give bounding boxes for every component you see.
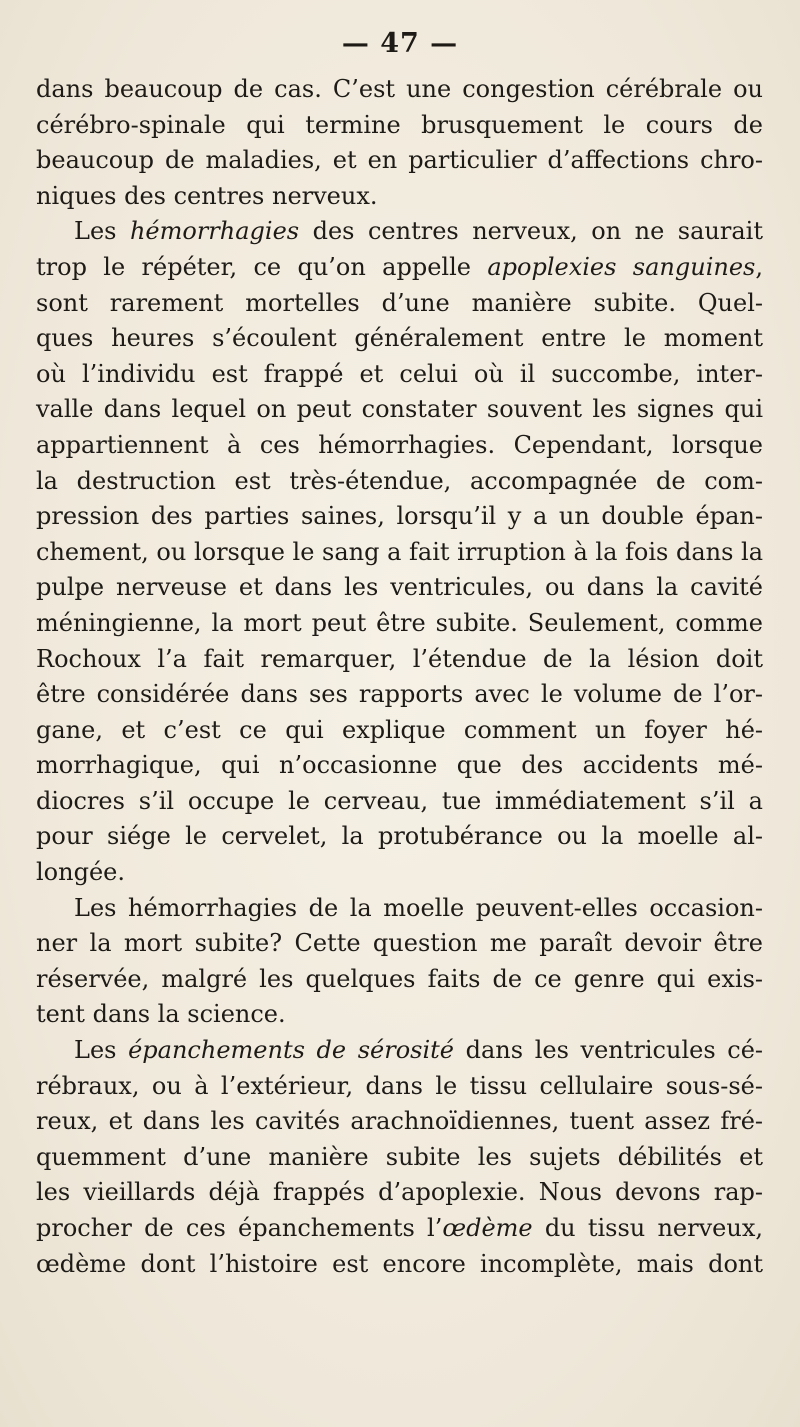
text-line <box>36 286 763 322</box>
text-line <box>36 321 763 357</box>
text-run: Rochoux l’a fait remarquer, l’étendue de la lésion doit <box>36 644 763 673</box>
text-run: être considérée dans ses rapports avec le volume de l’or- <box>36 680 763 709</box>
text-line <box>36 1175 763 1211</box>
text-run: dans beaucoup de cas. C’est une congestion cérébrale ou <box>36 75 763 103</box>
text-line <box>36 606 763 642</box>
text-run: , <box>755 252 763 281</box>
text-run: beaucoup de maladies, et en particulier d’affections chro- <box>36 146 763 175</box>
text-run: trop le répéter, ce qu’on appelle <box>36 252 488 281</box>
text-line <box>36 1069 763 1105</box>
text-run: niques des centres nerveux. <box>36 181 378 210</box>
text-line <box>36 784 763 820</box>
text-run: Les hémorrhagies de la moelle peuvent-elles occasion- <box>74 893 763 922</box>
text-line <box>36 214 763 250</box>
paragraph <box>36 891 763 1033</box>
text-line <box>36 179 763 215</box>
text-run: quemment d’une manière subite les sujets débilités et <box>36 1142 763 1171</box>
text-line <box>36 926 763 962</box>
text-line <box>36 392 763 428</box>
text-line <box>36 748 763 784</box>
text-line <box>36 143 763 179</box>
text-run: chement, ou lorsque le sang a fait irruption à la fois dans la <box>36 537 764 566</box>
paragraph <box>36 72 763 214</box>
italic-term: apoplexies sanguines <box>487 252 756 281</box>
text-line <box>36 713 763 749</box>
text-line <box>36 891 763 927</box>
text-run: les vieillards déjà frappés d’apoplexie. Nous devons rap- <box>36 1178 763 1207</box>
text-line <box>36 72 763 108</box>
text-line <box>36 428 763 464</box>
text-line <box>36 250 763 286</box>
text-line <box>36 677 763 713</box>
body-text <box>36 72 763 1282</box>
text-run: reux, et dans les cavités arachnoïdiennes, tuent assez fré- <box>36 1107 763 1136</box>
paragraph <box>36 214 763 890</box>
italic-term: hémorrhagies <box>129 217 300 246</box>
italic-term: œdème <box>442 1214 533 1242</box>
text-run: rébraux, ou à l’extérieur, dans le tissu cellulaire sous-sé- <box>36 1071 763 1100</box>
text-run: Les <box>74 217 130 246</box>
text-run: œdème dont l’histoire est encore incomplète, mais dont <box>36 1249 763 1278</box>
text-run: du tissu nerveux, <box>532 1214 763 1242</box>
text-run: cérébro-spinale qui termine brusquement le cours de <box>36 110 763 139</box>
text-line <box>36 1104 763 1140</box>
text-run: Les <box>74 1036 129 1065</box>
text-line <box>36 570 763 606</box>
text-run: la destruction est très-étendue, accompagnée de com- <box>36 466 763 495</box>
text-line <box>36 962 763 998</box>
text-run: gane, et c’est ce qui explique comment un foyer hé- <box>36 715 763 744</box>
text-run: appartiennent à ces hémorrhagies. Cependant, lorsque <box>36 430 763 459</box>
text-line <box>36 1033 763 1069</box>
page-number: — 47 — <box>341 28 459 59</box>
text-line <box>36 1140 763 1176</box>
text-run: procher de ces épanchements l’ <box>36 1214 443 1242</box>
text-run: valle dans lequel on peut constater souvent les signes qui <box>36 395 763 424</box>
text-line <box>36 464 763 500</box>
text-run: pour siége le cervelet, la protubérance ou la moelle al- <box>36 822 763 851</box>
text-run: réservée, malgré les quelques faits de ce genre qui exis- <box>36 964 763 993</box>
text-run: où l’individu est frappé et celui où il succombe, inter- <box>36 359 763 388</box>
text-run: pression des parties saines, lorsqu’il y a un double épan- <box>36 502 763 531</box>
text-line <box>36 108 763 144</box>
text-run: tent dans la science. <box>36 1000 286 1029</box>
text-run: diocres s’il occupe le cerveau, tue immédiatement s’il a <box>36 786 763 815</box>
text-line <box>36 499 763 535</box>
text-line <box>36 1211 763 1247</box>
text-line <box>36 535 763 571</box>
text-run: pulpe nerveuse et dans les ventricules, ou dans la cavité <box>36 573 763 602</box>
text-run: méningienne, la mort peut être subite. Seulement, comme <box>36 608 763 637</box>
text-line <box>36 819 763 855</box>
text-line <box>36 855 763 891</box>
text-run: sont rarement mortelles d’une manière subite. Quel- <box>36 288 763 317</box>
text-line <box>36 997 763 1033</box>
text-line <box>36 357 763 393</box>
text-run: ner la mort subite? Cette question me paraît devoir être <box>36 929 763 958</box>
text-run: dans les ventricules cé- <box>454 1036 764 1065</box>
text-run: ques heures s’écoulent généralement entre le moment <box>36 324 763 353</box>
text-line <box>36 642 763 678</box>
text-run: morrhagique, qui n’occasionne que des accidents mé- <box>36 751 763 780</box>
text-line <box>36 1247 763 1283</box>
text-run: longée. <box>36 858 125 887</box>
text-run: des centres nerveux, on ne saurait <box>299 217 763 246</box>
paragraph <box>36 1033 763 1282</box>
italic-term: épanchements de sérosité <box>128 1036 455 1065</box>
